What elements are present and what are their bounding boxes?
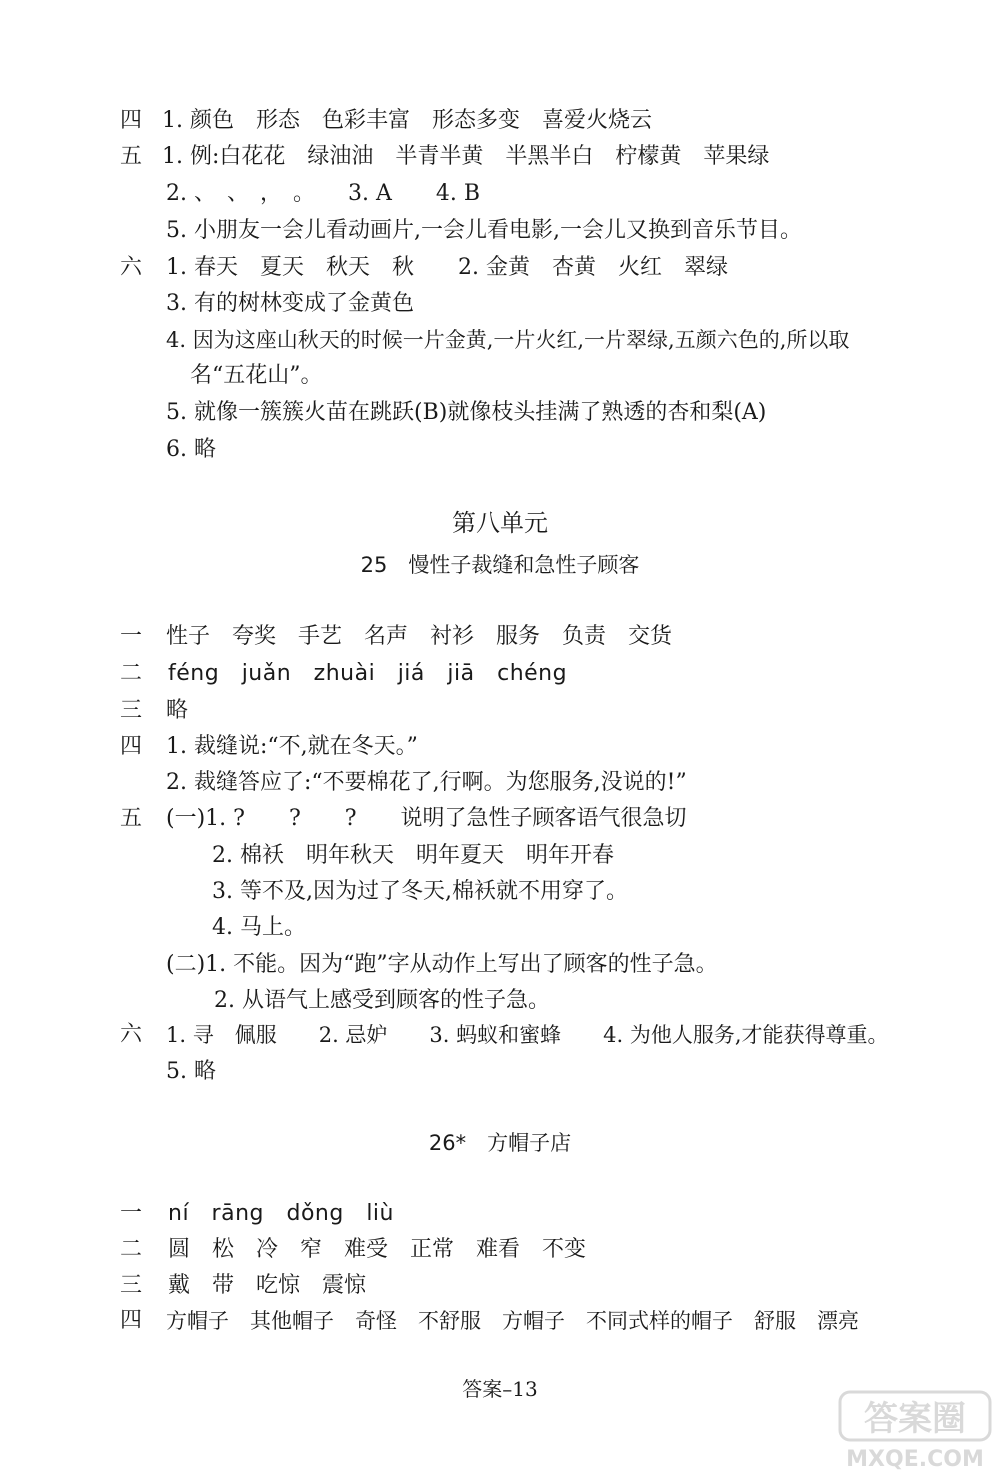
answer-text: 4. 马上。 [212,915,306,940]
answer-text: 戴 带 吃惊 震惊 [168,1273,367,1298]
question-number: 四 [120,1308,143,1333]
question-number: 四 [120,108,143,133]
answer-text: 1. 例:白花花 绿油油 半青半黄 半黑半白 柠檬黄 苹果绿 [162,144,770,169]
answer-text: 2. 从语气上感受到顾客的性子急。 [214,988,550,1013]
answer-text: 5. 略 [166,1059,216,1084]
answer-text: 3. 有的树林变成了金黄色 [166,291,414,316]
pinyin-answers: ní rāng dǒng liù [168,1201,394,1226]
lesson-title: 26* 方帽子店 [428,1131,572,1155]
lesson-title: 25 慢性子裁缝和急性子顾客 [360,553,640,577]
answer-text: 1. 颜色 形态 色彩丰富 形态多变 喜爱火烧云 [162,108,652,133]
question-number: 二 [120,661,143,686]
answer-text: 1. 春天 夏天 秋天 秋 2. 金黄 杏黄 火红 翠绿 [166,255,728,280]
page-number: 答案–13 [462,1377,538,1401]
answer-text: 名“五花山”。 [190,363,323,388]
question-number: 三 [120,1273,143,1298]
answer-text: 2. 、 、 ， 。 3. A 4. B [166,181,481,206]
question-number: 一 [120,1201,143,1226]
answer-text: 1. 裁缝说:“不,就在冬天。” [166,734,418,759]
question-number: 二 [120,1237,143,1262]
question-number: 六 [120,1022,143,1047]
question-number: 六 [120,255,143,280]
answer-text: 6. 略 [166,437,216,462]
watermark-url: MXQE.COM [846,1447,984,1472]
unit-title: 第八单元 [452,509,548,537]
question-number: 四 [120,734,143,759]
answer-text: 5. 就像一簇簇火苗在跳跃(B)就像枝头挂满了熟透的杏和梨(A) [166,400,767,425]
answer-text: 1. 寻 佩服 2. 忌妒 3. 蚂蚁和蜜蜂 4. 为他人服务,才能获得尊重。 [166,1023,889,1047]
question-number: 五 [120,144,143,169]
question-number: 一 [120,624,143,649]
answer-text: 略 [166,698,189,723]
watermark-logo [836,1388,996,1472]
answer-text: 方帽子 其他帽子 奇怪 不舒服 方帽子 不同式样的帽子 舒服 漂亮 [166,1309,859,1333]
watermark-text: 答案圈 [864,1399,966,1439]
answer-text: 5. 小朋友一会儿看动画片,一会儿看电影,一会儿又换到音乐节目。 [166,218,802,243]
answer-text: 2. 裁缝答应了:“不要棉花了,行啊。为您服务,没说的!” [166,770,687,795]
pinyin-answers: féng juǎn zhuài jiá jiā chéng [168,661,568,686]
answer-text: (二)1. 不能。因为“跑”字从动作上写出了顾客的性子急。 [166,952,718,977]
answer-text: 2. 棉袄 明年秋天 明年夏天 明年开春 [212,843,614,868]
answer-text: 3. 等不及,因为过了冬天,棉袄就不用穿了。 [212,879,628,904]
answer-text: (一)1. ? ? ? 说明了急性子顾客语气很急切 [166,806,687,831]
answer-text: 4. 因为这座山秋天的时候一片金黄,一片火红,一片翠绿,五颜六色的,所以取 [166,328,850,352]
question-number: 五 [120,806,143,831]
answer-text: 圆 松 冷 窄 难受 正常 难看 不变 [168,1237,587,1262]
answer-text: 性子 夸奖 手艺 名声 衬衫 服务 负责 交货 [166,624,673,649]
question-number: 三 [120,698,143,723]
